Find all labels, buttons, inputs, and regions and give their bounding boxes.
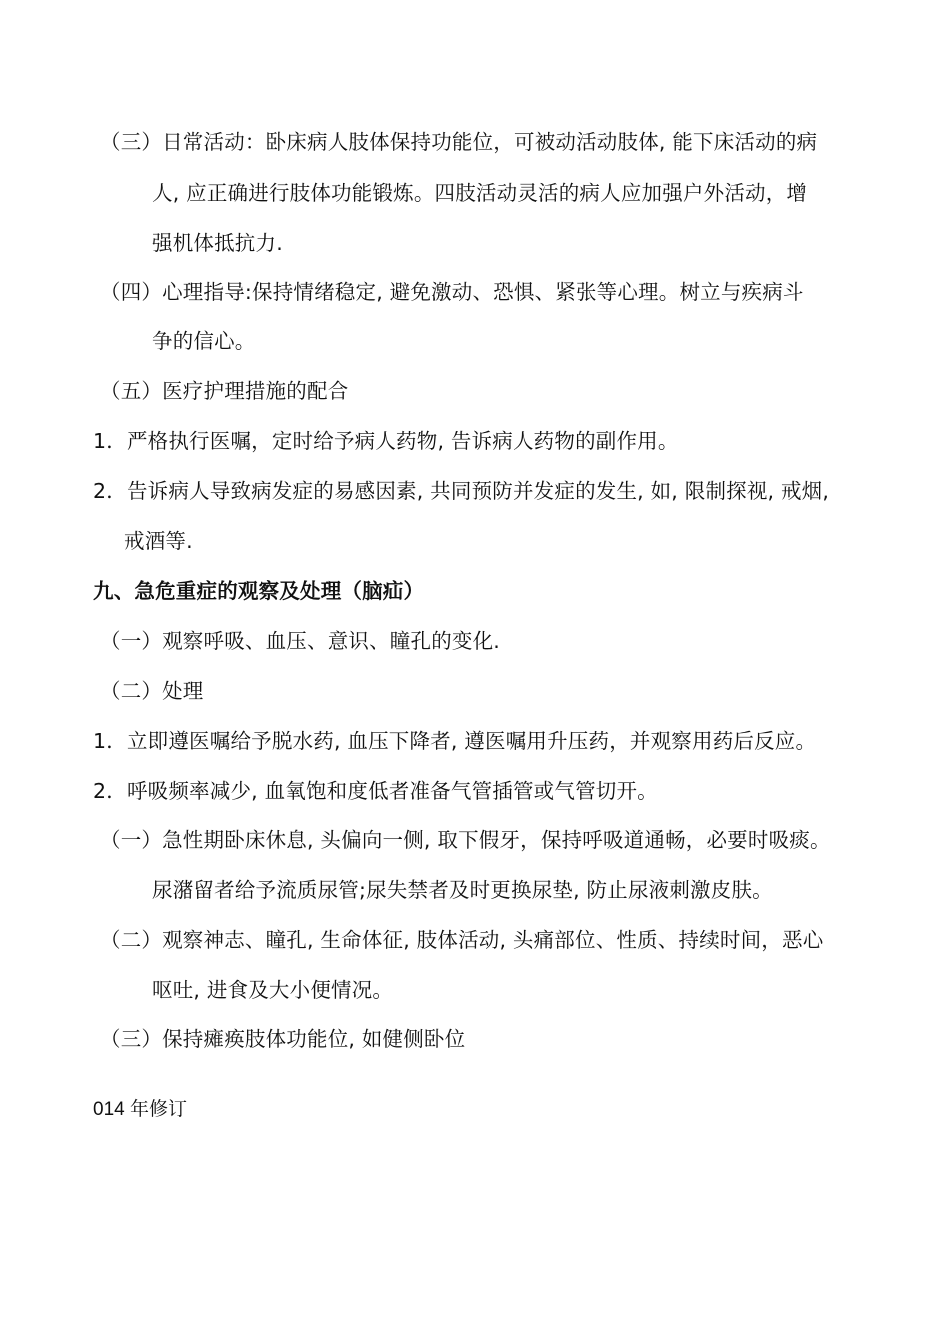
paragraph-line: 1．严格执行医嘱，定时给予病人药物, 告诉病人药物的副作用。	[93, 429, 679, 453]
revision-footer: 014 年修订	[93, 1099, 187, 1120]
paragraph-line: （二）观察神志、瞳孔, 生命体征, 肢体活动, 头痛部位、性质、持续时间，恶心	[100, 928, 824, 952]
paragraph-line: （五）医疗护理措施的配合	[100, 379, 349, 403]
paragraph-line: （四）心理指导:保持情绪稳定, 避免激动、恐惧、紧张等心理。树立与疾病斗	[100, 280, 804, 304]
paragraph-line: 争的信心。	[152, 329, 256, 353]
paragraph-line: 尿潴留者给予流质尿管;尿失禁者及时更换尿垫, 防止尿液刺激皮肤。	[152, 878, 773, 902]
paragraph-line: 强机体抵抗力.	[152, 231, 283, 255]
paragraph-line: （三）保持瘫痪肢体功能位, 如健侧卧位	[100, 1027, 466, 1051]
section-heading: 九、急危重症的观察及处理（脑疝）	[93, 579, 425, 603]
paragraph-line: （一）观察呼吸、血压、意识、瞳孔的变化.	[100, 629, 501, 653]
paragraph-line: 2．呼吸频率减少, 血氧饱和度低者准备气管插管或气管切开。	[93, 779, 658, 803]
paragraph-line: 呕吐, 进食及大小便情况。	[152, 978, 394, 1002]
paragraph-line: 戒酒等.	[124, 529, 193, 553]
paragraph-line: 2．告诉病人导致病发症的易感因素, 共同预防并发症的发生, 如, 限制探视, 戒烟,	[93, 479, 830, 503]
paragraph-line: （一）急性期卧床休息, 头偏向一侧, 取下假牙，保持呼吸道通畅，必要时吸痰。	[100, 828, 831, 852]
paragraph-line: （二）处理	[100, 679, 204, 703]
paragraph-line: 人, 应正确进行肢体功能锻炼。四肢活动灵活的病人应加强户外活动，增	[152, 181, 808, 205]
paragraph-line: 1．立即遵医嘱给予脱水药, 血压下降者, 遵医嘱用升压药，并观察用药后反应。	[93, 729, 817, 753]
paragraph-line: （三）日常活动：卧床病人肢体保持功能位，可被动活动肢体, 能下床活动的病	[100, 130, 818, 154]
